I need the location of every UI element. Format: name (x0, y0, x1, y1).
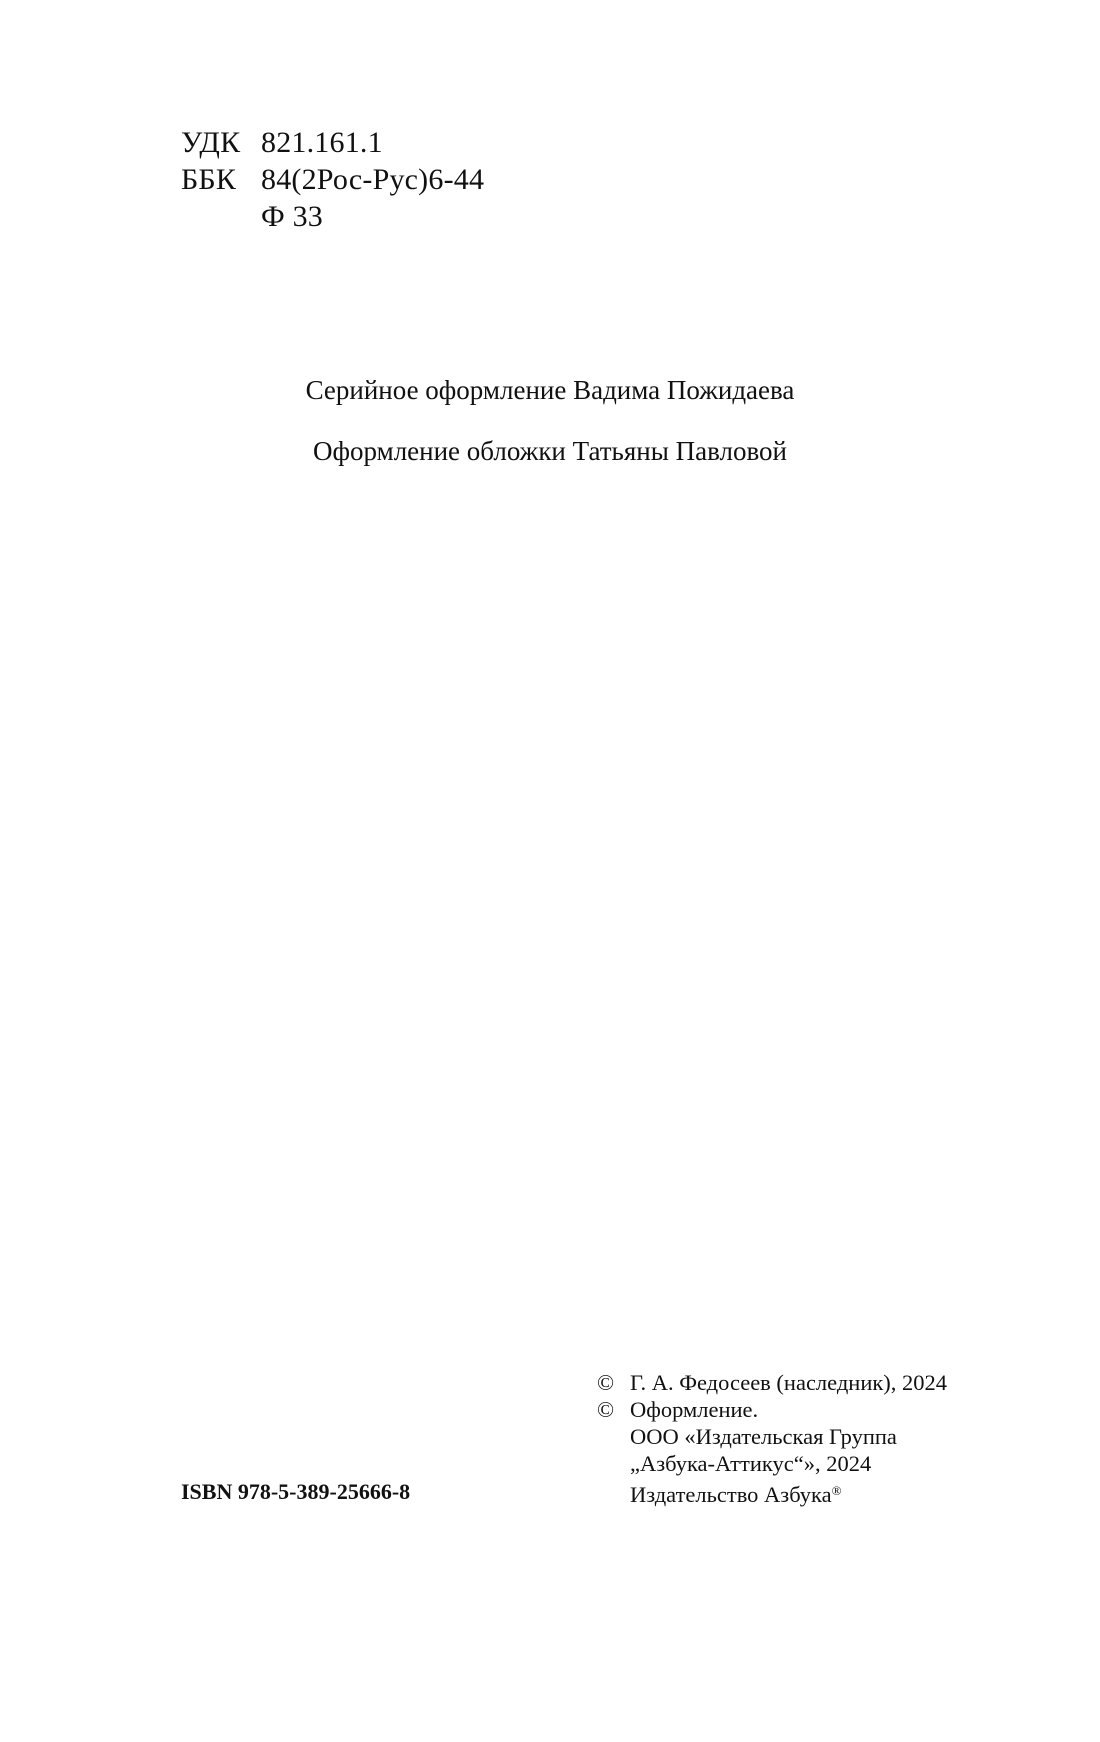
copyright-publisher-2: „Азбука-Аттикус“», 2024 (630, 1451, 872, 1476)
classification-block (181, 124, 484, 235)
author-mark-row (181, 198, 484, 235)
copyright-publisher-line-2 (597, 1450, 947, 1477)
isbn: ISBN 978-5-389-25666-8 (181, 1479, 411, 1504)
series-design-credit: Серийное оформление Вадима Пожидаева (305, 375, 795, 405)
copyright-publisher-line-1 (597, 1423, 947, 1450)
copyright-design-line (597, 1396, 947, 1423)
cover-design-credit: Оформление обложки Татьяны Павловой (313, 436, 787, 466)
udk-row (181, 124, 484, 161)
udk-value: 821.161.1 (261, 126, 383, 159)
copyright-holder-line (597, 1369, 947, 1396)
copyright-block (597, 1369, 947, 1508)
copyright-publisher-1: ООО «Издательская Группа (630, 1424, 897, 1449)
bbk-label: ББК (181, 163, 237, 196)
author-mark-spacer (181, 198, 261, 235)
copyright-holder: Г. А. Федосеев (наследник), 2024 (630, 1370, 948, 1395)
copyright-symbol: © (597, 1370, 615, 1395)
author-mark: Ф 33 (261, 200, 324, 233)
imprint-name: Издательство Азбука (630, 1482, 832, 1507)
copyright-symbol: © (597, 1397, 615, 1422)
copyright-imprint-line (597, 1477, 947, 1508)
bbk-value: 84(2Рос-Рус)6-44 (261, 163, 485, 196)
udk-label: УДК (181, 126, 241, 159)
registered-mark: ® (831, 1483, 842, 1498)
copyright-design: Оформление. (630, 1397, 759, 1422)
copyright-imprint (630, 1477, 842, 1508)
bbk-row (181, 161, 484, 198)
